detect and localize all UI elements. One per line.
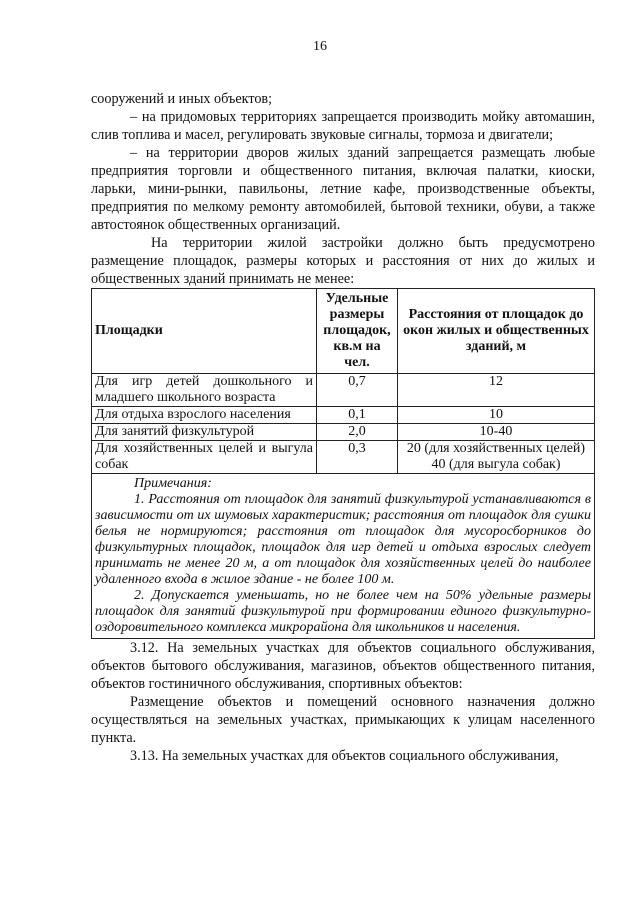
document-body: [91, 90, 595, 765]
paragraph: – на придомовых территориях запрещается производить мойку автомашин, слив топлива и масел, регулировать звуковые сигналы, тормоза и двигатели;: [91, 109, 595, 143]
notes-title: Примечания:: [134, 476, 212, 491]
table-cell: 0,7: [317, 374, 398, 407]
table-cell: 10-40: [398, 424, 595, 441]
paragraph: – на территории дворов жилых зданий запрещается размещать любые предприятия торговли и общественного питания, включая палатки, киоски, ларьки, мини-рынки, павильоны, летние кафе, производственные объекты, предприятия по мелкому ремонту автомобилей, бытовой техники, обуви, а также автостоянок общественных организаций.: [91, 145, 595, 233]
table-cell: Для игр детей дошкольного и младшего школьного возраста: [92, 374, 317, 407]
table-header: Расстояния от площадок до окон жилых и общественных зданий, м: [398, 289, 595, 374]
paragraph: 3.12. На земельных участках для объектов социального обслуживания, объектов бытового обслуживания, магазинов, объектов общественного питания, объектов гостиничного обслуживания, спортивных объектов:: [91, 640, 595, 692]
table-cell: Для отдыха взрослого населения: [92, 407, 317, 424]
playgrounds-table: [91, 288, 595, 639]
note-item: 1. Расстояния от площадок для занятий физкультурой устанавливаются в зависимости от их шумовых характеристик; расстояния от площадок для сушки белья не нормируются; расстояния от площадок для мусоросборников до физкультурных площадок, площадок для игр детей и отдыха взрослых следует принимать не менее 20 м, а от площадок для хозяйственных целей до наиболее удаленного входа в жилое здание - не более 100 м.: [95, 492, 591, 587]
table-row: [92, 441, 595, 474]
table-cell: 0,3: [317, 441, 398, 474]
table-cell: Для хозяйственных целей и выгула собак: [92, 441, 317, 474]
table-cell: 2,0: [317, 424, 398, 441]
paragraph: сооружений и иных объектов;: [91, 91, 273, 107]
table-header-row: [92, 289, 595, 374]
table-cell: 10: [398, 407, 595, 424]
paragraph: Размещение объектов и помещений основного назначения должно осуществляться на земельных участках, примыкающих к улицам населенного пункта.: [91, 694, 595, 746]
table-row: [92, 374, 595, 407]
table-notes-row: [92, 474, 595, 639]
page-number: 16: [313, 39, 327, 54]
table-cell: Для занятий физкультурой: [92, 424, 317, 441]
table-cell: 12: [398, 374, 595, 407]
table-header: Площадки: [92, 289, 317, 374]
table-cell: 20 (для хозяйственных целей) 40 (для выгула собак): [398, 441, 595, 474]
paragraph: На территории жилой застройки должно быть предусмотрено размещение площадок, размеры которых и расстояния от них до жилых и общественных зданий принимать не менее:: [91, 235, 595, 287]
table-notes: [92, 474, 595, 639]
table-row: [92, 424, 595, 441]
paragraph: 3.13. На земельных участках для объектов социального обслуживания,: [130, 748, 559, 764]
note-item: 2. Допускается уменьшать, но не более чем на 50% удельные размеры площадок для занятий физкультурой при формировании единого физкультурно-оздоровительного комплекса микрорайона для школьников и населения.: [95, 588, 591, 635]
table-header: Удельные размеры площадок, кв.м на чел.: [317, 289, 398, 374]
table-cell: 0,1: [317, 407, 398, 424]
table-row: [92, 407, 595, 424]
